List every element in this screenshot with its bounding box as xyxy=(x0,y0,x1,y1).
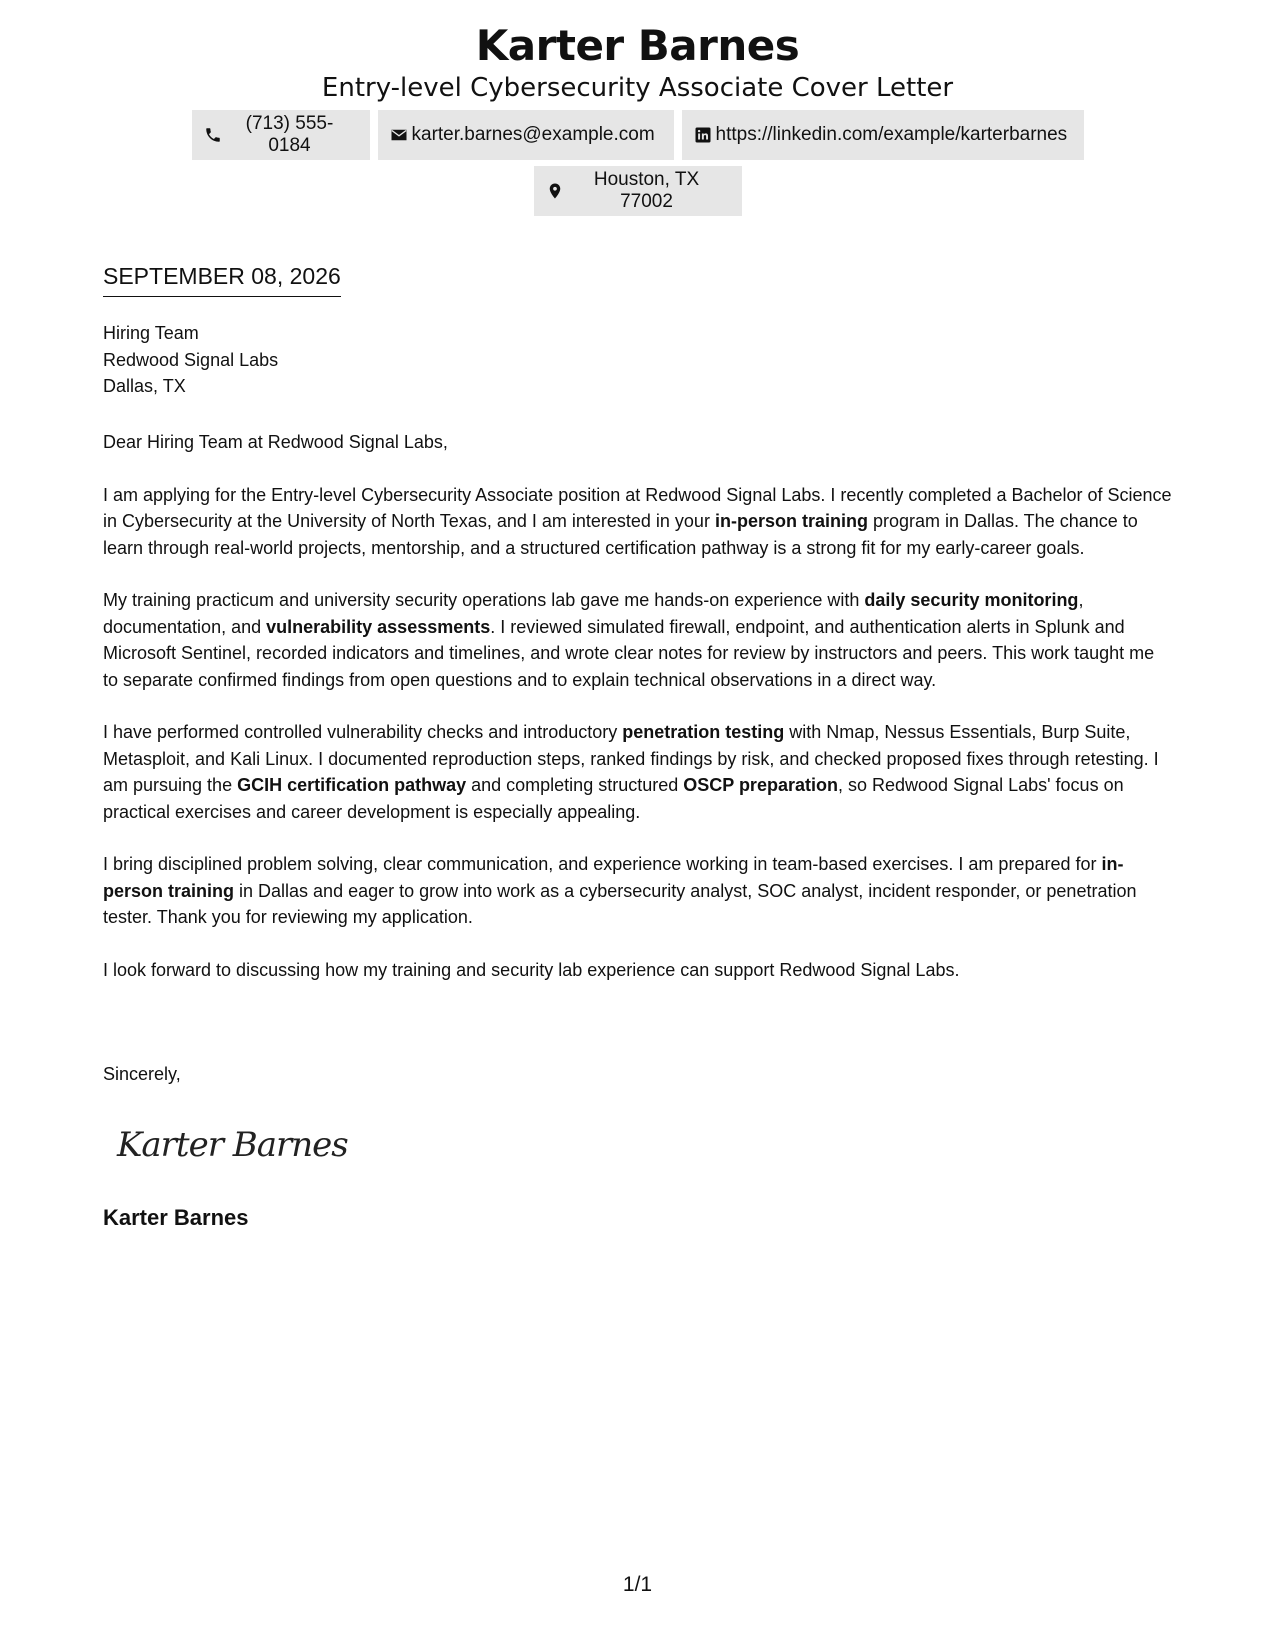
text-run: in Dallas and eager to grow into work as a cybersecurity analyst, SOC analyst, incident responder, or penetration tester. Thank you for reviewing my application. xyxy=(103,880,1137,927)
applicant-name: Karter Barnes xyxy=(475,21,800,70)
bold-run: daily security monitoring xyxy=(864,590,1079,610)
text-run: , documentation, and xyxy=(103,590,1084,637)
contact-location xyxy=(534,166,742,216)
contact-linkedin[interactable] xyxy=(682,110,1084,160)
contact-row-primary xyxy=(0,110,1275,160)
letter-body xyxy=(103,429,1173,1009)
paragraph-experience xyxy=(103,587,1173,693)
bold-run: penetration testing xyxy=(622,722,785,742)
recipient-line-1: Hiring Team xyxy=(103,323,199,343)
signer-name: Karter Barnes xyxy=(103,1205,249,1230)
paragraph-closing: I look forward to discussing how my training and security lab experience can support Redwood Signal Labs. xyxy=(103,959,960,980)
signature-text: Karter Barnes xyxy=(117,1125,348,1165)
closing-phrase: Sincerely, xyxy=(103,1064,181,1084)
linkedin-text: https://linkedin.com/example/karterbarnes xyxy=(715,124,1068,145)
letter-date: SEPTEMBER 08, 2026 xyxy=(103,262,341,297)
handwritten-signature xyxy=(115,1118,355,1168)
paragraph-skills xyxy=(103,719,1173,825)
paragraph-fit xyxy=(103,851,1173,931)
email-text: karter.barnes@example.com xyxy=(411,124,655,145)
text-run: and completing structured xyxy=(466,775,684,795)
text-run: with Nmap, Nessus Essentials, Burp Suite, Metasploit, and Kali Linux. I documented reproduction steps, ranked findings by risk, and checked proposed fixes through retesting. I am pursuing the xyxy=(103,722,1159,795)
phone-icon xyxy=(204,126,222,144)
text-run: . I reviewed simulated firewall, endpoint, and authentication alerts in Splunk and Microsoft Sentinel, recorded indicators and timelines, and wrote clear notes for review by instructors and peers. This work taught me to separate confirmed findings from open questions and to explain technical observations in a direct way. xyxy=(103,616,1155,690)
salutation: Dear Hiring Team at Redwood Signal Labs, xyxy=(103,432,448,452)
bold-run: vulnerability assessments xyxy=(266,616,491,637)
bold-run: OSCP preparation xyxy=(683,775,838,795)
location-text: Houston, TX 77002 xyxy=(593,169,700,212)
text-run: , so Redwood Signal Labs' focus on practical exercises and career development is especially appealing. xyxy=(103,775,1124,822)
bold-run: in-person training xyxy=(103,854,1124,901)
text-run: program in Dallas. The chance to learn through real-world projects, mentorship, and a structured certification pathway is a strong fit for my early-career goals. xyxy=(103,511,1138,558)
recipient-line-3: Dallas, TX xyxy=(103,376,186,396)
letter-header xyxy=(0,20,1275,216)
letter-subtitle: Entry-level Cybersecurity Associate Cover Letter xyxy=(321,73,954,103)
contact-row-secondary xyxy=(0,166,1275,216)
text-run: I have performed controlled vulnerability checks and introductory xyxy=(103,722,623,742)
text-run: My training practicum and university security operations lab gave me hands-on experience with xyxy=(103,590,865,610)
text-run: I bring disciplined problem solving, clear communication, and experience working in team-based exercises. I am prepared for xyxy=(103,854,1102,874)
contact-email[interactable] xyxy=(378,110,674,160)
envelope-icon xyxy=(390,126,408,144)
map-pin-icon xyxy=(546,182,564,200)
phone-text: (713) 555-0184 xyxy=(245,113,334,156)
bold-run: in-person training xyxy=(714,511,868,531)
page-number: 1/1 xyxy=(622,1573,653,1596)
paragraph-intro xyxy=(103,482,1173,562)
bold-run: GCIH certification pathway xyxy=(237,775,467,795)
contact-phone xyxy=(192,110,370,160)
recipient-address xyxy=(103,320,278,400)
linkedin-icon xyxy=(694,126,712,144)
text-run: I am applying for the Entry-level Cybersecurity Associate position at Redwood Signal Labs. I recently completed a Bachelor of Science in Cybersecurity at the University of North Texas, and I am interested in your xyxy=(103,484,1172,531)
recipient-line-2: Redwood Signal Labs xyxy=(103,349,279,370)
letter-date-block xyxy=(103,262,341,297)
